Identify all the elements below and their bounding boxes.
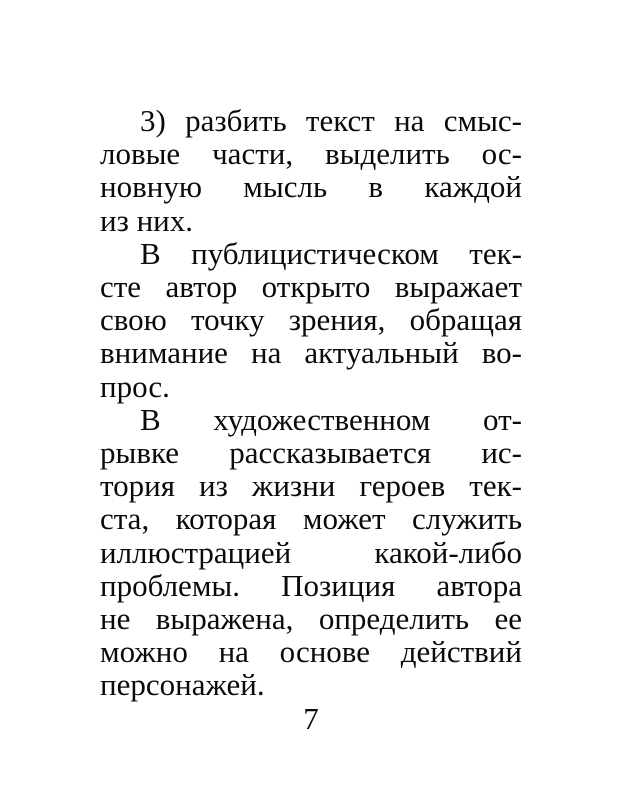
- text-line: 3) разбить текст на смыс-: [140, 103, 522, 138]
- text-line: рывке рассказывается ис-: [100, 435, 522, 471]
- text-line: иллюстрацией какой-либо: [100, 534, 522, 570]
- text-line: новную мысль в каждой: [100, 169, 522, 205]
- paragraph: [100, 104, 522, 237]
- text-line: внимание на актуальный во-: [100, 335, 522, 371]
- paragraph: [100, 237, 522, 403]
- paragraph: [100, 403, 522, 702]
- text-line: тория из жизни героев тек-: [100, 468, 522, 504]
- text-block: [100, 104, 522, 735]
- text-line: персонажей.: [100, 667, 265, 703]
- text-line: прос.: [100, 368, 170, 404]
- text-line: не выражена, определить ее: [100, 601, 522, 637]
- page-number: 7: [303, 700, 319, 736]
- text-line: В художественном от-: [140, 401, 522, 437]
- text-line: проблемы. Позиция автора: [100, 567, 522, 603]
- text-line: из них.: [100, 202, 194, 238]
- text-line: сте автор открыто выражает: [100, 269, 522, 305]
- text-line: В публицистическом тек-: [140, 235, 522, 271]
- text-line: ста, которая может служить: [100, 501, 522, 537]
- text-line: ловые части, выделить ос-: [100, 136, 522, 172]
- text-line: свою точку зрения, обращая: [100, 302, 522, 338]
- text-line: можно на основе действий: [100, 634, 522, 670]
